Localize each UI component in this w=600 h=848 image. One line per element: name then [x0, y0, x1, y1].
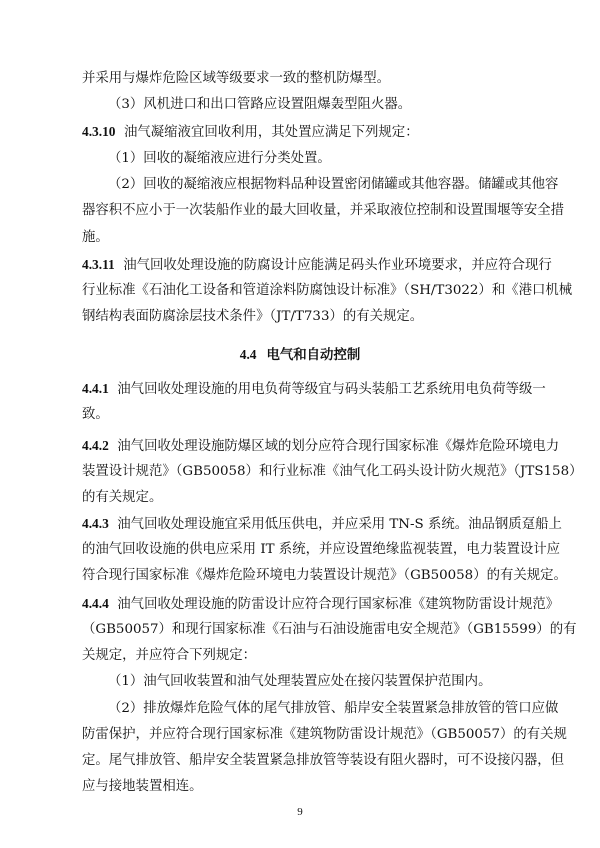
section-title: 电气和自动控制: [266, 348, 361, 363]
clause-4-4-1: [82, 380, 546, 399]
page-number: 9: [297, 806, 303, 818]
text-line: 油气回收处理设施防爆区域的划分应符合现行国家标准《爆炸危险环境电力: [117, 439, 560, 454]
text-line: 行业标准《石油化工设备和管道涂料防腐蚀设计标准》（SH/T3022）和《港口机械: [82, 283, 573, 298]
text-line: 油气回收处理设施的防雷设计应符合现行国家标准《建筑物防雷设计规范》: [117, 597, 560, 612]
text-line: 防雷保护，并应符合现行国家标准《建筑物防雷设计规范》（GB50057）的有关规: [82, 727, 567, 742]
text-line: 钢结构表面防腐涂层技术条件》（JT/T733）的有关规定。: [82, 309, 424, 324]
text-line: 定。尾气排放管、船岸安全装置紧急排放管等装设有阻火器时，可不设接闪器，但: [82, 753, 565, 768]
text-line: 油气回收处理设施的防腐设计应能满足码头作业环境要求，并应符合现行: [123, 258, 552, 273]
text-line: 器容积不应小于一次装船作业的最大回收量，并采取液位控制和设置围堰等安全措: [82, 203, 565, 218]
clause-number: 4.4.3: [82, 516, 109, 531]
clause-number: 4.3.10: [82, 124, 116, 139]
section-number: 4.4: [239, 347, 257, 362]
text-line: （3）风机进口和出口管路应设置阻爆轰型阻火器。: [108, 97, 412, 112]
text-line: （2）排放爆炸危险气体的尾气排放管、船岸安全装置紧急排放管的管口应做: [108, 701, 559, 716]
text-line: 装置设计规范》（GB50058）和行业标准《油气化工码头设计防火规范》（JTS158）: [82, 464, 583, 479]
clause-4-4-3: [82, 515, 562, 534]
clause-number: 4.3.11: [82, 257, 115, 272]
text-line: （GB50057）和现行国家标准《石油与石油设施雷电安全规范》（GB15599）的有: [82, 622, 577, 637]
clause-4-4-4: [82, 595, 559, 614]
text-line: （1）油气回收装置和油气处理装置应处在接闪装置保护范围内。: [108, 674, 492, 689]
section-heading: [0, 346, 600, 365]
text-line: 应与接地装置相连。: [82, 779, 203, 794]
text-line: 施。: [82, 230, 109, 245]
clause-number: 4.4.4: [82, 596, 109, 611]
text-line: 并采用与爆炸危险区域等级要求一致的整机防爆型。: [82, 71, 390, 86]
text-line: （1）回收的凝缩液应进行分类处置。: [108, 151, 331, 166]
text-line: 的有关规定。: [82, 490, 163, 505]
clause-4-4-2: [82, 437, 559, 456]
clause-number: 4.4.2: [82, 438, 109, 453]
text-line: 油气回收处理设施宜采用低压供电，并应采用 TN-S 系统。油品钢质趸船上: [117, 517, 562, 532]
text-line: 的油气回收设施的供电应采用 IT 系统，并应设置绝缘监视装置，电力装置设计应: [82, 542, 561, 557]
text-line: 油气凝缩液宜回收利用，其处置应满足下列规定：: [124, 125, 419, 140]
clause-4-3-11: [82, 256, 552, 275]
text-line: 符合现行国家标准《爆炸危险环境电力装置设计规范》（GB50058）的有关规定。: [82, 568, 567, 583]
text-line: 油气回收处理设施的用电负荷等级宜与码头装船工艺系统用电负荷等级一: [117, 382, 546, 397]
clause-number: 4.4.1: [82, 381, 109, 396]
text-line: 致。: [82, 407, 109, 422]
clause-4-3-10: [82, 123, 419, 142]
text-line: （2）回收的凝缩液应根据物料品种设置密闭储罐或其他容器。储罐或其他容: [108, 177, 559, 192]
text-line: 关规定，并应符合下列规定：: [82, 648, 257, 663]
